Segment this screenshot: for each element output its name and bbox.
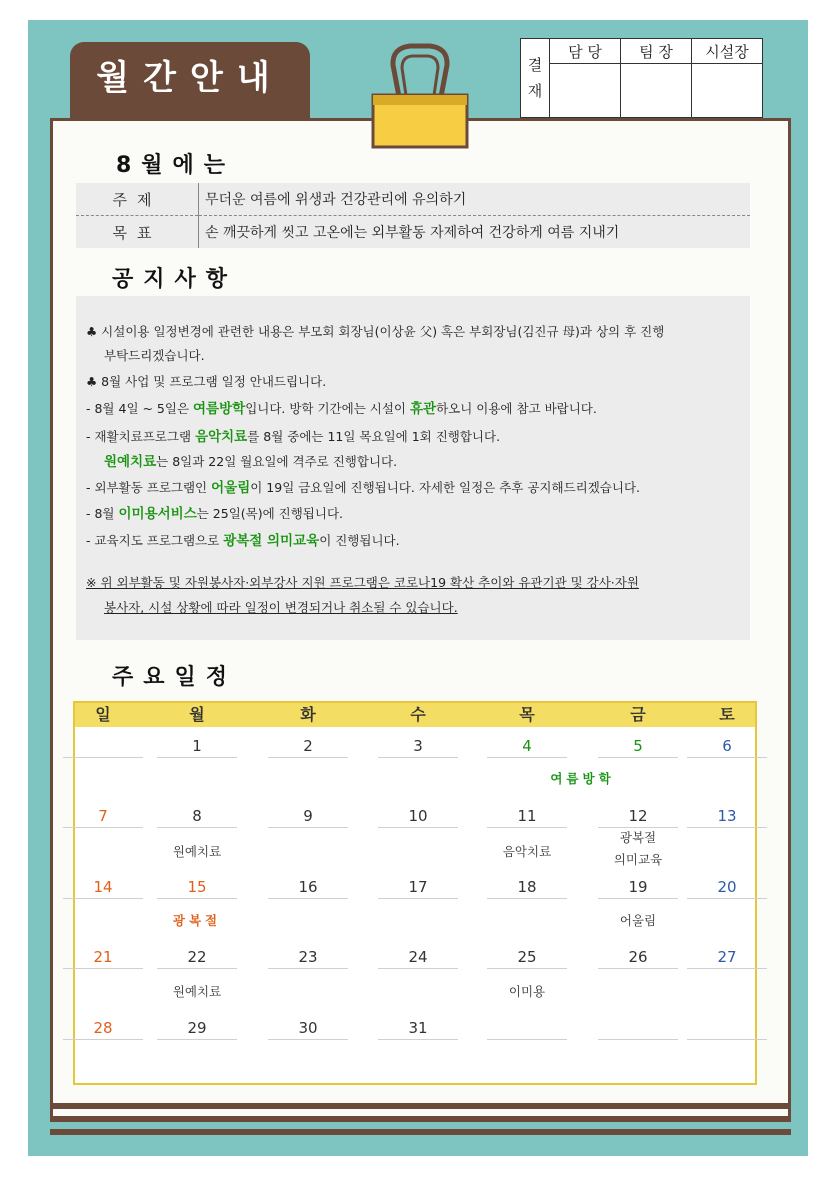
- notice-disclaimer-cont: 봉사자, 시설 상황에 따라 일정이 변경되거나 취소될 수 있습니다.: [104, 600, 458, 615]
- notice-text: - 교육지도 프로그램으로: [86, 533, 224, 548]
- day-underline: [598, 757, 678, 758]
- calendar-day[interactable]: 23: [298, 948, 318, 966]
- day-underline: [687, 968, 767, 969]
- calendar-day[interactable]: 14: [93, 878, 113, 896]
- page-title: 월간안내: [70, 42, 310, 122]
- day-underline: [268, 968, 348, 969]
- notice-line-1: ♣ 시설이용 일정변경에 관련한 내용은 부모회 회장님(이상윤 父) 혹은 부회장님(김진규 母)과 상의 후 진행: [86, 324, 665, 339]
- paper-stripe: [50, 1116, 791, 1122]
- day-underline: [63, 968, 143, 969]
- approval-sign-director[interactable]: [692, 64, 763, 118]
- notice-highlight: 이미용서비스: [118, 506, 197, 522]
- approval-sign-team-lead[interactable]: [621, 64, 692, 118]
- day-underline: [157, 968, 237, 969]
- calendar-event: 이미용: [508, 984, 546, 999]
- calendar-day[interactable]: 25: [517, 948, 537, 966]
- calendar-event: 어울림: [619, 913, 657, 928]
- calendar-day[interactable]: 6: [722, 737, 732, 755]
- calendar-day[interactable]: 1: [192, 737, 202, 755]
- calendar-day[interactable]: 16: [298, 878, 318, 896]
- notice-highlight: 원예치료: [104, 454, 157, 470]
- weekday-header: 월: [189, 705, 205, 724]
- calendar-day[interactable]: 29: [187, 1019, 207, 1037]
- month-heading: 8월에는: [116, 153, 236, 178]
- calendar-day[interactable]: 3: [413, 737, 423, 755]
- schedule-heading: 주요일정: [112, 665, 238, 690]
- calendar-day[interactable]: 12: [628, 807, 648, 825]
- goal-key: 목표: [76, 216, 199, 249]
- weekday-header: 일: [95, 705, 111, 724]
- calendar-day[interactable]: 30: [298, 1019, 318, 1037]
- calendar-day[interactable]: 28: [93, 1019, 113, 1037]
- calendar-event: 원예치료: [172, 984, 222, 999]
- calendar-event: 광복절: [619, 830, 657, 845]
- calendar-day[interactable]: 9: [303, 807, 313, 825]
- day-underline: [378, 898, 458, 899]
- weekday-header: 목: [519, 705, 535, 724]
- calendar-day[interactable]: 26: [628, 948, 648, 966]
- approval-col-director: 시설장: [692, 39, 763, 64]
- calendar-day[interactable]: 2: [303, 737, 313, 755]
- calendar-day[interactable]: 4: [522, 737, 532, 755]
- day-underline: [268, 1039, 348, 1040]
- notice-highlight: 광복절 의미교육: [223, 533, 320, 549]
- theme-table: [76, 183, 750, 248]
- day-underline: [63, 757, 143, 758]
- calendar-day[interactable]: 31: [408, 1019, 428, 1037]
- notice-text: 를 8월 중에는 11일 목요일에 1회 진행합니다.: [247, 429, 501, 444]
- calendar-day[interactable]: 8: [192, 807, 202, 825]
- day-underline: [487, 827, 567, 828]
- notice-highlight: 여름방학: [193, 401, 246, 417]
- day-underline: [157, 898, 237, 899]
- notice-line-3: [86, 397, 597, 417]
- approval-label: 결재: [521, 39, 550, 118]
- calendar-event: 의미교육: [613, 852, 663, 867]
- notice-line-7: [86, 502, 343, 522]
- notice-text: 입니다. 방학 기간에는 시설이: [245, 401, 410, 416]
- notice-heading: 공지사항: [112, 267, 238, 292]
- day-underline: [687, 757, 767, 758]
- approval-sign-staff[interactable]: [550, 64, 621, 118]
- day-underline: [598, 898, 678, 899]
- day-underline: [268, 757, 348, 758]
- notice-line-2: ♣ 8월 사업 및 프로그램 일정 안내드립니다.: [86, 374, 327, 389]
- day-underline: [598, 1039, 678, 1040]
- notice-text: 이 19일 금요일에 진행됩니다. 자세한 일정은 추후 공지해드리겠습니다.: [250, 480, 641, 495]
- notice-text: - 재활치료프로그램: [86, 429, 196, 444]
- notice-box: [76, 296, 750, 640]
- notice-text: - 8월 4일 ~ 5일은: [86, 401, 194, 416]
- day-underline: [378, 827, 458, 828]
- calendar-event: 원예치료: [172, 844, 222, 859]
- calendar-day[interactable]: 10: [408, 807, 428, 825]
- calendar-day[interactable]: 27: [717, 948, 737, 966]
- calendar-day[interactable]: 20: [717, 878, 737, 896]
- calendar-day[interactable]: 7: [98, 807, 108, 825]
- notice-highlight: 휴관: [409, 401, 437, 417]
- day-underline: [487, 898, 567, 899]
- notice-line-8: [86, 529, 400, 549]
- goal-value: 손 깨끗하게 씻고 고온에는 외부활동 자제하여 건강하게 여름 지내기: [199, 216, 751, 249]
- calendar-day[interactable]: 21: [93, 948, 113, 966]
- notice-disclaimer: ※ 위 외부활동 및 자원봉사자·외부강사 지원 프로그램은 코로나19 확산 추이와 유관기관 및 강사·자원: [86, 575, 639, 590]
- day-underline: [487, 1039, 567, 1040]
- day-underline: [268, 898, 348, 899]
- calendar-day[interactable]: 22: [187, 948, 207, 966]
- day-underline: [378, 1039, 458, 1040]
- day-underline: [63, 827, 143, 828]
- notice-text: - 외부활동 프로그램인: [86, 480, 212, 495]
- day-underline: [687, 827, 767, 828]
- calendar-day[interactable]: 17: [408, 878, 428, 896]
- calendar-day[interactable]: 19: [628, 878, 648, 896]
- day-underline: [63, 898, 143, 899]
- notice-line-5: [104, 450, 397, 470]
- day-underline: [63, 1039, 143, 1040]
- calendar-day[interactable]: 5: [633, 737, 643, 755]
- theme-key: 주제: [76, 183, 199, 216]
- calendar-event: 음악치료: [502, 844, 552, 859]
- notice-text: - 8월: [86, 506, 119, 521]
- calendar-day[interactable]: 11: [517, 807, 537, 825]
- day-underline: [487, 968, 567, 969]
- weekday-header: 화: [300, 705, 316, 724]
- notice-text: 는 8일과 22일 월요일에 격주로 진행합니다.: [156, 454, 398, 469]
- day-underline: [378, 757, 458, 758]
- weekday-header: 토: [719, 705, 735, 724]
- day-underline: [378, 968, 458, 969]
- notice-line-6: [86, 476, 640, 496]
- day-underline: [598, 968, 678, 969]
- approval-col-staff: 담 당: [550, 39, 621, 64]
- notice-highlight: 음악치료: [195, 429, 248, 445]
- day-underline: [157, 827, 237, 828]
- paper-stripe: [50, 1103, 791, 1109]
- notice-line-1-cont: 부탁드리겠습니다.: [104, 348, 205, 363]
- notice-text: 하오니 이용에 참고 바랍니다.: [436, 401, 597, 416]
- approval-col-team-lead: 팀 장: [621, 39, 692, 64]
- notice-text: 는 25일(목)에 진행됩니다.: [196, 506, 344, 521]
- day-underline: [268, 827, 348, 828]
- calendar: [73, 701, 757, 1085]
- day-underline: [687, 898, 767, 899]
- paper-stripe: [50, 1129, 791, 1135]
- calendar-event: 여름방학: [550, 771, 615, 786]
- calendar-day[interactable]: 24: [408, 948, 428, 966]
- calendar-day[interactable]: 15: [187, 878, 207, 896]
- calendar-event: 광복절: [172, 913, 222, 928]
- calendar-day[interactable]: 18: [517, 878, 537, 896]
- approval-box: [520, 38, 763, 118]
- notice-highlight: 어울림: [211, 480, 251, 496]
- day-underline: [487, 757, 567, 758]
- binder-clip-icon: [365, 40, 475, 150]
- notice-line-4: [86, 425, 500, 445]
- day-underline: [157, 757, 237, 758]
- weekday-header: 금: [630, 705, 646, 724]
- day-underline: [157, 1039, 237, 1040]
- calendar-day[interactable]: 13: [717, 807, 737, 825]
- theme-value: 무더운 여름에 위생과 건강관리에 유의하기: [199, 183, 751, 216]
- notice-text: 이 진행됩니다.: [319, 533, 400, 548]
- day-underline: [687, 1039, 767, 1040]
- weekday-header: 수: [410, 705, 426, 724]
